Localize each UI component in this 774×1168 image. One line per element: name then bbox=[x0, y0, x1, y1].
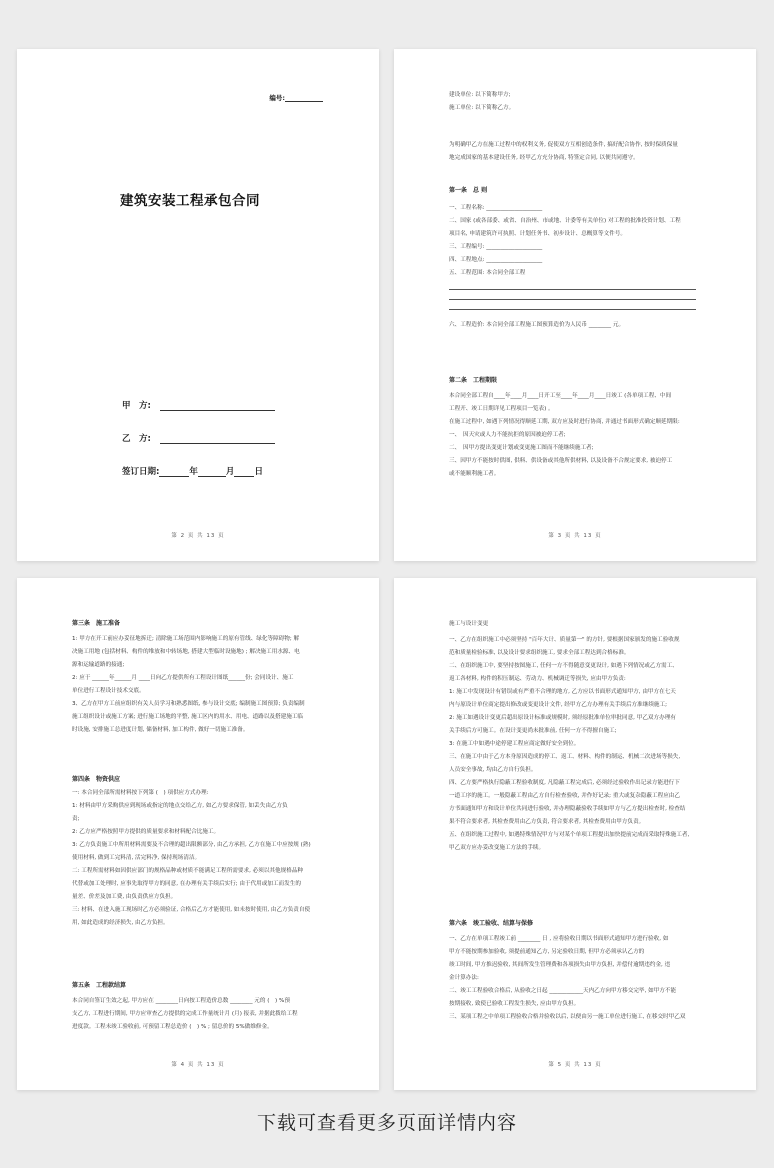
article-line: 甲乙双方应办妥改变施工方法的手续。 bbox=[449, 845, 545, 851]
article-line: 五、工程范围: 本合同全部工程 bbox=[449, 270, 526, 276]
sign-date-field bbox=[122, 465, 263, 477]
article-line: 返工各材料, 构件的积压制运、劳动力、机械调迁等损失, 应由甲方负责: bbox=[449, 676, 626, 682]
article-line: 三、某项工程之中单项工程验收合格并验收以后, 以便由另一施工单位进行施工, 在移交时甲乙双 bbox=[449, 1014, 686, 1020]
intro-line: 建设单位: 以下简称甲方; bbox=[449, 92, 511, 98]
article-line: 工程开、竣工日期详见工程项目一览表) 。 bbox=[449, 406, 554, 412]
intro-line: 施工单位: 以下简称乙方。 bbox=[449, 105, 515, 111]
article-line: 二、竣工工程验收合格后, 从验收之日起 ____________天内乙方向甲方移交完毕, 如甲方不能 bbox=[449, 988, 677, 994]
article-line: 关手续后方可施工。在设计变更尚未批准前, 任何一方不得擅自施工; bbox=[449, 728, 617, 734]
article-line: 按期接收, 致使已验收工程发生损失, 应由甲方负担。 bbox=[449, 1001, 580, 1007]
preamble-line: 地完成国家的基本建设任务, 经甲乙方充分协商, 特签定合同, 以便共同遵守。 bbox=[449, 155, 639, 161]
month-blank bbox=[198, 466, 226, 477]
article-line: 一、乙方在组织施工中必须坚持 "百年大计、质量第一" 的方针, 要根据国家颁发的施工验收规 bbox=[449, 637, 680, 643]
article-line: 三、工程编号: ____________________ bbox=[449, 244, 543, 250]
article-6-title: 第六条 竣工验收、结算与保修 bbox=[449, 920, 534, 927]
article-line: 竣工时间, 甲方推迟验收, 其间所发生管理费和各项损失由甲方负担, 并偿付逾期违约金, 违 bbox=[449, 962, 671, 968]
article-line: 甲方不能按期参加验收, 须提前通知乙方, 另定验收日期, 但甲方必须承认乙方的 bbox=[449, 949, 645, 955]
article-line: 金计算办法: bbox=[449, 975, 479, 981]
day-label: 日 bbox=[254, 467, 263, 477]
blank-rule bbox=[449, 299, 696, 300]
year-label: 年 bbox=[189, 467, 198, 477]
article-line: 果不符合要求者, 其检查费用由乙方负责, 符合要求者, 其检查费用由甲方负责。 bbox=[449, 819, 645, 825]
page-footer: 第 5 页 共 13 页 bbox=[548, 1062, 602, 1068]
article-line: 在施工过程中, 如遇下列情况得顺延工期, 双方应及时进行协商, 并通过书面形式确定顺延期限: bbox=[449, 419, 680, 425]
article-3-title: 第三条 施工准备 bbox=[72, 620, 121, 627]
contract-number-blank bbox=[285, 101, 323, 102]
article-line: 3: 乙方负责施工中所用材料需要及不合理的超出限额部分, 由乙方承担, 乙方在施工中应按规 (熟) bbox=[72, 842, 311, 848]
contract-cover-page bbox=[17, 49, 379, 561]
party-a-blank bbox=[160, 400, 275, 411]
article-line: 施工组织设计或施工方案; 进行施工场地的平整, 施工区内的用水、用电、道路以及搭建施工临 bbox=[72, 714, 303, 720]
contract-page-3 bbox=[394, 49, 756, 561]
sign-date-label: 签订日期: bbox=[122, 467, 160, 477]
article-line: 1: 施工中发现设计有错误或有严重不合理的地方, 乙方应以书面形式通知甲方, 由甲方在七天 bbox=[449, 689, 676, 695]
contract-value-line: 六、工程造价: 本合同全部工程施工图预算造价为人民币 ________ 元。 bbox=[449, 322, 625, 328]
article-5 bbox=[72, 980, 319, 1034]
party-a-field bbox=[122, 399, 275, 411]
preamble bbox=[449, 139, 696, 165]
article-line: 项目名, 申请建筑许可执照、计划任务书、初步设计、总概算等文件号。 bbox=[449, 231, 626, 237]
article-4 bbox=[72, 774, 319, 930]
page-footer: 第 3 页 共 13 页 bbox=[548, 533, 602, 539]
contract-number-label: 编号: bbox=[269, 94, 285, 102]
article-line: 三、在施工中由于乙方本身原因造成的停工、返工、材料、构件的制运、机械二次进场等损失, bbox=[449, 754, 681, 760]
blank-rule bbox=[449, 289, 696, 290]
article-line: 代替或加工处理时, 应事先取得甲方的同意, 在办理有关手续后实行; 由于代用或加工而发生的 bbox=[72, 881, 301, 887]
article-line: 四、乙方要严格执行隐蔽工程验收制度, 凡隐蔽工程完成后, 必须经过验收作出记录方能进行下 bbox=[449, 780, 680, 786]
article-line: 方书面通知甲方和设计单位共同进行验收, 并办理隐蔽验收手续如甲方与乙方提出检查时, 检查结 bbox=[449, 806, 686, 812]
day-blank bbox=[234, 466, 254, 477]
page-footer: 第 2 页 共 13 页 bbox=[171, 533, 225, 539]
article-line: 二: 工程所需材料如因供应部门的规格品种或材质不能满足工程所需要求, 必须以其他规格品种 bbox=[72, 868, 303, 874]
article-line: 支乙方, 工程进行期间, 甲方应审查乙方提供的完成工作量统计月 (月) 报表, 并据此拨给工程 bbox=[72, 1011, 298, 1017]
article-line: 四、工程地点: ____________________ bbox=[449, 257, 543, 263]
article-line: 或不能顺利施工者。 bbox=[449, 471, 500, 477]
article-line: 3: 在施工中如遇中途停建工程应商定做好安全到位。 bbox=[449, 741, 580, 747]
party-b-blank bbox=[160, 433, 275, 444]
article-line: 一、工程名称: ____________________ bbox=[449, 205, 543, 211]
contract-page-5 bbox=[394, 578, 756, 1090]
article-line: 源和运输道路的接通; bbox=[72, 662, 125, 668]
party-b-field bbox=[122, 432, 275, 444]
year-blank bbox=[159, 466, 189, 477]
article-line: 一、 因天灾或人力不能抗拒的原因被迫停工者; bbox=[449, 432, 566, 438]
article-line: 范和质量检验标准, 以及设计要求组织施工, 要求全部工程达到合格标准。 bbox=[449, 650, 630, 656]
article-2 bbox=[449, 375, 696, 481]
article-line: 一、乙方在单项工程竣工前 ________ 日 , 应将验收日期以书面形式通知甲方进行验收, 如 bbox=[449, 936, 669, 942]
article-line: 一: 本合同全部所需材料按下列第 ( ) 项供应方式办理: bbox=[72, 790, 209, 796]
article-line: 人员安全事故, 均由乙方自行负担。 bbox=[449, 767, 537, 773]
article-line: 进度款。工程未竣工验收前, 可预留工程总造价 ( ) % ; 留总价的 5%做维修金。 bbox=[72, 1024, 273, 1030]
blank-rule bbox=[449, 309, 696, 310]
article-line: 量差、价差及加工费, 由负责供应方负担。 bbox=[72, 894, 177, 900]
article-1 bbox=[449, 185, 696, 332]
article-line: 责; bbox=[72, 816, 80, 822]
article-line: 本合同全部工程自____年____月____日开工至____年____月____日竣工 (各单项工程、中间 bbox=[449, 393, 672, 399]
article-line: 二、国家 (或各部委、或省、自治州、市或地、计委等有关单位) 对工程的批准投资计划、工程 bbox=[449, 218, 681, 224]
party-a-label: 甲 方: bbox=[122, 401, 151, 411]
article-line: 三: 材料、在进入施工现场时乙方必须验证, 合格后乙方才能使用, 如未按时使用, 由乙方负责自使 bbox=[72, 907, 311, 913]
article-line: 1: 材料由甲方采购供应到现场或指定的地点交给乙方, 如乙方要求保管, 如丢失由乙方负 bbox=[72, 803, 288, 809]
article-line: 使用材料, 做到工完料清, 活完料净, 保持现场清洁。 bbox=[72, 855, 201, 861]
section-heading: 施工与设计变更 bbox=[449, 621, 489, 627]
article-line: 二、在组织施工中, 要坚持按图施工, 任何一方不得随意变更设计, 如遇下列情况或乙方需工、 bbox=[449, 663, 678, 669]
article-line: 2: 应于 ______年______月 ____日向乙方提供所有工程设计图纸______份; 会同设计、施工 bbox=[72, 675, 294, 681]
article-2-title: 第二条 工程期限 bbox=[449, 377, 498, 384]
article-line: 五、在组织施工过程中, 如遇特殊情况甲方与对某个单项工程提出加快提前完成而采取特殊施工者, bbox=[449, 832, 690, 838]
article-line: 3、乙方在甲方工前应组织有关人员学习和熟悉图纸, 参与设计交底; 编制施工图预算; 负责编制 bbox=[72, 701, 305, 707]
article-line: 单位进行工程设计技术交底。 bbox=[72, 688, 145, 694]
article-line: 决施工用地 (包括材料、构件的堆放和中转场地, 搭建大型临时设施地) ; 解决施工用水源、电 bbox=[72, 649, 300, 655]
article-4-title: 第四条 物资供应 bbox=[72, 776, 121, 783]
article-5-title: 第五条 工程款结算 bbox=[72, 982, 127, 989]
page-footer: 第 4 页 共 13 页 bbox=[171, 1062, 225, 1068]
article-line: 1: 甲方在开工前应办妥征地拆迁; 清除施工场范围内影响施工的原有管线、绿化等障碍物; 解 bbox=[72, 636, 300, 642]
article-3 bbox=[72, 618, 319, 737]
article-1-title: 第一条 总 则 bbox=[449, 187, 488, 194]
article-line: 用, 如此造成的经济损失, 由乙方负担。 bbox=[72, 920, 169, 926]
article-line: 2: 施工如遇设计变更后超出原设计标准或规模时, 须经原批准单位审批同意, 甲乙双方办理有 bbox=[449, 715, 676, 721]
contract-number-field bbox=[269, 93, 323, 102]
parties-intro bbox=[449, 89, 696, 115]
contract-title: 建筑安装工程承包合同 bbox=[120, 193, 260, 209]
download-caption: 下载可查看更多页面详情内容 bbox=[256, 1112, 517, 1134]
construction-design-change bbox=[449, 618, 696, 855]
article-line: 三、因甲方不能按时供图, 供料、供设备或其他所供材料, 以及设备不合规定要求, 被迫停工 bbox=[449, 458, 673, 464]
article-line: 二、 因甲方提出变更计划或变更施工图而不能继续施工者; bbox=[449, 445, 594, 451]
month-label: 月 bbox=[225, 467, 235, 477]
article-line: 本合同自签订生效之起, 甲方应在 ________日向按工程造价总数 ________ 元的 ( ) %预 bbox=[72, 998, 290, 1004]
contract-page-4 bbox=[17, 578, 379, 1090]
article-6 bbox=[449, 918, 696, 1024]
party-b-label: 乙 方: bbox=[122, 434, 151, 444]
article-line: 一道工序的施工。一般隐蔽工程由乙方自行检查验收, 并作好记录; 重大或复杂隐蔽工程应由乙 bbox=[449, 793, 680, 799]
preamble-line: 为明确甲乙方在施工过程中的权利义务, 促使双方互相创造条件, 搞好配合协作, 按时保质保量 bbox=[449, 142, 678, 148]
article-line: 时设施, 安排施工总进度计划, 储备材料, 加工构件, 做好一切施工准备。 bbox=[72, 727, 249, 733]
article-line: 内与原设计单位商定提出修改或变更设计文件, 经甲方乙方办理有关手续后方准继续施工; bbox=[449, 702, 668, 708]
article-line: 2: 乙方应严格按照甲方提供的质量要求和材料配合比施工。 bbox=[72, 829, 220, 835]
